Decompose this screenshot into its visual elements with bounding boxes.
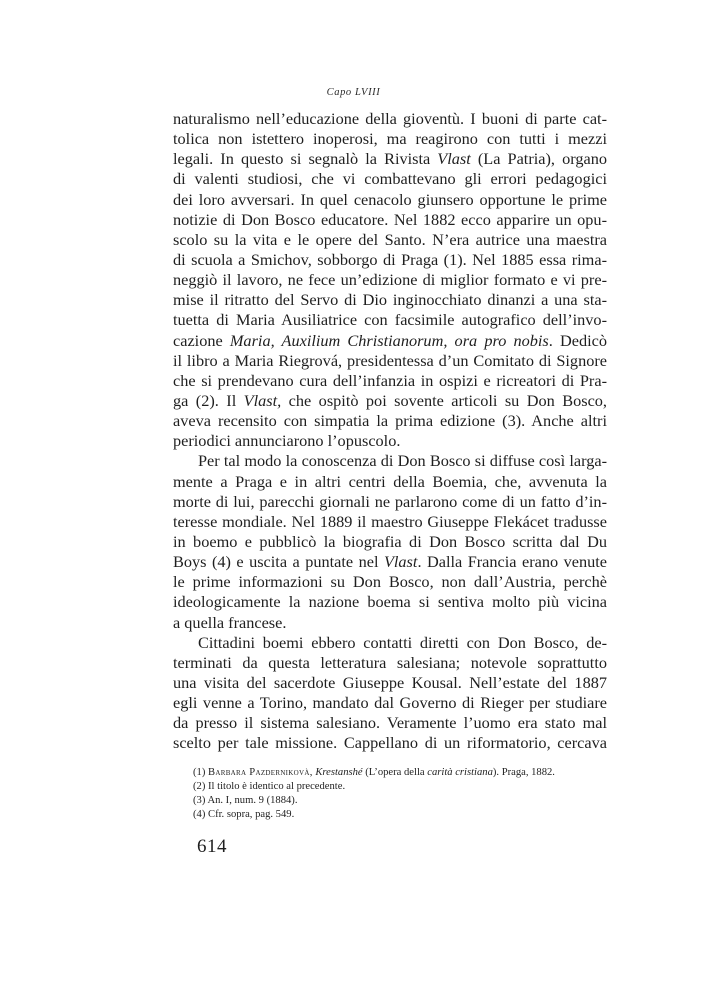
text-run: ideologicamente la nazione boema si sentiva molto più vicina xyxy=(173,592,607,612)
footnote-text: Il titolo è identico al precedente. xyxy=(208,781,346,792)
text-run: che si prendevano cura dell’infanzia in ospizi e ricreatori di Pra- xyxy=(173,370,607,390)
text-run: terminati da questa letteratura salesiana; notevole soprattutto xyxy=(173,652,607,672)
text-line xyxy=(173,169,607,189)
text-run: di scuola a Smichov, sobborgo di Praga (1). Nel 1885 essa rima- xyxy=(173,249,607,269)
footnote-number: (1) xyxy=(193,767,206,778)
text-run: scolo su la vita e le opere del Santo. N’era autrice una maestra xyxy=(173,229,607,249)
running-head: Capo LVIII xyxy=(326,87,381,98)
text-line xyxy=(173,270,607,290)
text-run: il libro a Maria Riegrová, presidentessa d’un Comitato di Signore xyxy=(173,350,607,370)
text-run: dei loro avversari. In quel cenacolo giunsero opportune le prime xyxy=(173,189,607,209)
text-line xyxy=(173,653,607,673)
text-line xyxy=(173,190,607,210)
text-line xyxy=(173,633,607,653)
text-run: ga (2). Il xyxy=(173,390,244,410)
text-run: le prime informazioni su Don Bosco, non dall’Austria, perchè xyxy=(173,572,607,592)
text-run: in boemo e pubblicò la biografia di Don Bosco scritta dal Du xyxy=(173,531,607,551)
page-number: 614 xyxy=(197,836,227,857)
text-run: Boys (4) e uscita a puntate nel xyxy=(173,552,384,572)
text-run: di valenti studiosi, che vi combattevano gli errori pedagogici xyxy=(173,169,607,189)
text-run: Cittadini boemi ebbero contatti diretti con Don Bosco, de- xyxy=(198,632,607,652)
footnote-text: Cfr. sopra, pag. 549. xyxy=(208,809,295,820)
text-run: periodici annunciarono l’opuscolo. xyxy=(173,431,401,451)
footnote-4 xyxy=(193,808,613,822)
text-run: Per tal modo la conoscenza di Don Bosco si diffuse così larga- xyxy=(198,451,607,471)
text-run: teresse mondiale. Nel 1889 il maestro Giuseppe Flekácet tradusse xyxy=(173,511,607,531)
text-run: notizie di Don Bosco educatore. Nel 1882 ecco apparire un opu- xyxy=(173,209,607,229)
text-line xyxy=(173,250,607,270)
text-run: . Dalla Francia erano venute xyxy=(417,552,607,572)
text-line xyxy=(173,431,607,451)
text-line xyxy=(173,290,607,310)
italic-text: Maria, Auxilium Christianorum, ora pro nobis xyxy=(229,330,549,350)
text-run: cazione xyxy=(173,330,230,350)
italic-text: Vlast xyxy=(437,149,471,169)
text-line xyxy=(173,391,607,411)
text-run: da presso il sistema salesiano. Veramente l’uomo era stato mal xyxy=(173,713,607,733)
text-line xyxy=(173,310,607,330)
footnote-number: (4) xyxy=(193,809,206,820)
footnote-number: (2) xyxy=(193,781,206,792)
text-line xyxy=(173,532,607,552)
text-run: a quella francese. xyxy=(173,612,287,632)
footnote-2 xyxy=(193,780,613,794)
text-line xyxy=(173,129,607,149)
text-line xyxy=(173,572,607,592)
text-line xyxy=(173,351,607,371)
text-line xyxy=(173,673,607,693)
text-run: mise il ritratto del Servo di Dio inginocchiato dinanzi a una sta- xyxy=(173,290,607,310)
text-run: scelto per tale missione. Cappellano di un riformatorio, cercava xyxy=(173,733,607,753)
text-line xyxy=(173,733,607,753)
text-line xyxy=(173,492,607,512)
text-line xyxy=(173,149,607,169)
body-text xyxy=(173,109,607,754)
text-run: aveva recensito con simpatia la prima edizione (3). Anche altri xyxy=(173,411,607,431)
text-run: naturalismo nell’educazione della gioventù. I buoni di parte cat- xyxy=(173,109,607,128)
text-run: neggiò il lavoro, ne fece un’edizione di miglior formato e vi pre- xyxy=(173,270,607,290)
footnote-text: An. I, num. 9 (1884). xyxy=(207,795,298,806)
footnote-1 xyxy=(193,766,613,780)
italic-text: Vlast, xyxy=(243,390,282,410)
text-line xyxy=(173,552,607,572)
footnote-number: (3) xyxy=(193,795,206,806)
text-line xyxy=(173,693,607,713)
text-line xyxy=(173,451,607,471)
footnotes xyxy=(193,766,613,822)
footnote-text: ). Praga, 1882. xyxy=(492,767,555,778)
text-run: tuetta di Maria Ausiliatrice con facsimile autografico dell’invo- xyxy=(173,310,607,330)
footnote-3 xyxy=(193,794,613,808)
italic-text: Vlast xyxy=(383,552,418,572)
text-run: che ospitò poi sovente articoli su Don Bosco, xyxy=(281,390,608,410)
text-line xyxy=(173,331,607,351)
text-line xyxy=(173,472,607,492)
text-line xyxy=(173,713,607,733)
text-line xyxy=(173,512,607,532)
footnote-italic: carità cristiana xyxy=(427,767,493,778)
footnote-title: Krestanshé xyxy=(315,767,363,778)
text-run: una visita del sacerdote Giuseppe Kousal. Nell’estate del 1887 xyxy=(173,672,607,692)
text-run: morte di lui, parecchi giornali ne parlarono come di un fatto d’in- xyxy=(173,491,607,511)
text-run: egli venne a Torino, mandato dal Governo di Rieger per studiare xyxy=(173,693,607,713)
footnote-text: (L’opera della xyxy=(362,767,428,778)
text-line xyxy=(173,210,607,230)
text-run: tolica non istettero inoperosi, ma reagirono con tutti i mezzi xyxy=(173,129,607,149)
text-run: mente a Praga e in altri centri della Boemia, che, avvenuta la xyxy=(173,471,607,491)
text-run: legali. In questo si segnalò la Rivista xyxy=(173,149,438,169)
footnote-author: Barbara Pazdernikovà, xyxy=(208,767,313,778)
text-line xyxy=(173,230,607,250)
text-run: . Dedicò xyxy=(548,330,608,350)
text-line xyxy=(173,411,607,431)
text-line xyxy=(173,613,607,633)
text-line xyxy=(173,109,607,129)
text-run: (La Patria), organo xyxy=(470,149,607,169)
text-line xyxy=(173,371,607,391)
text-line xyxy=(173,592,607,612)
